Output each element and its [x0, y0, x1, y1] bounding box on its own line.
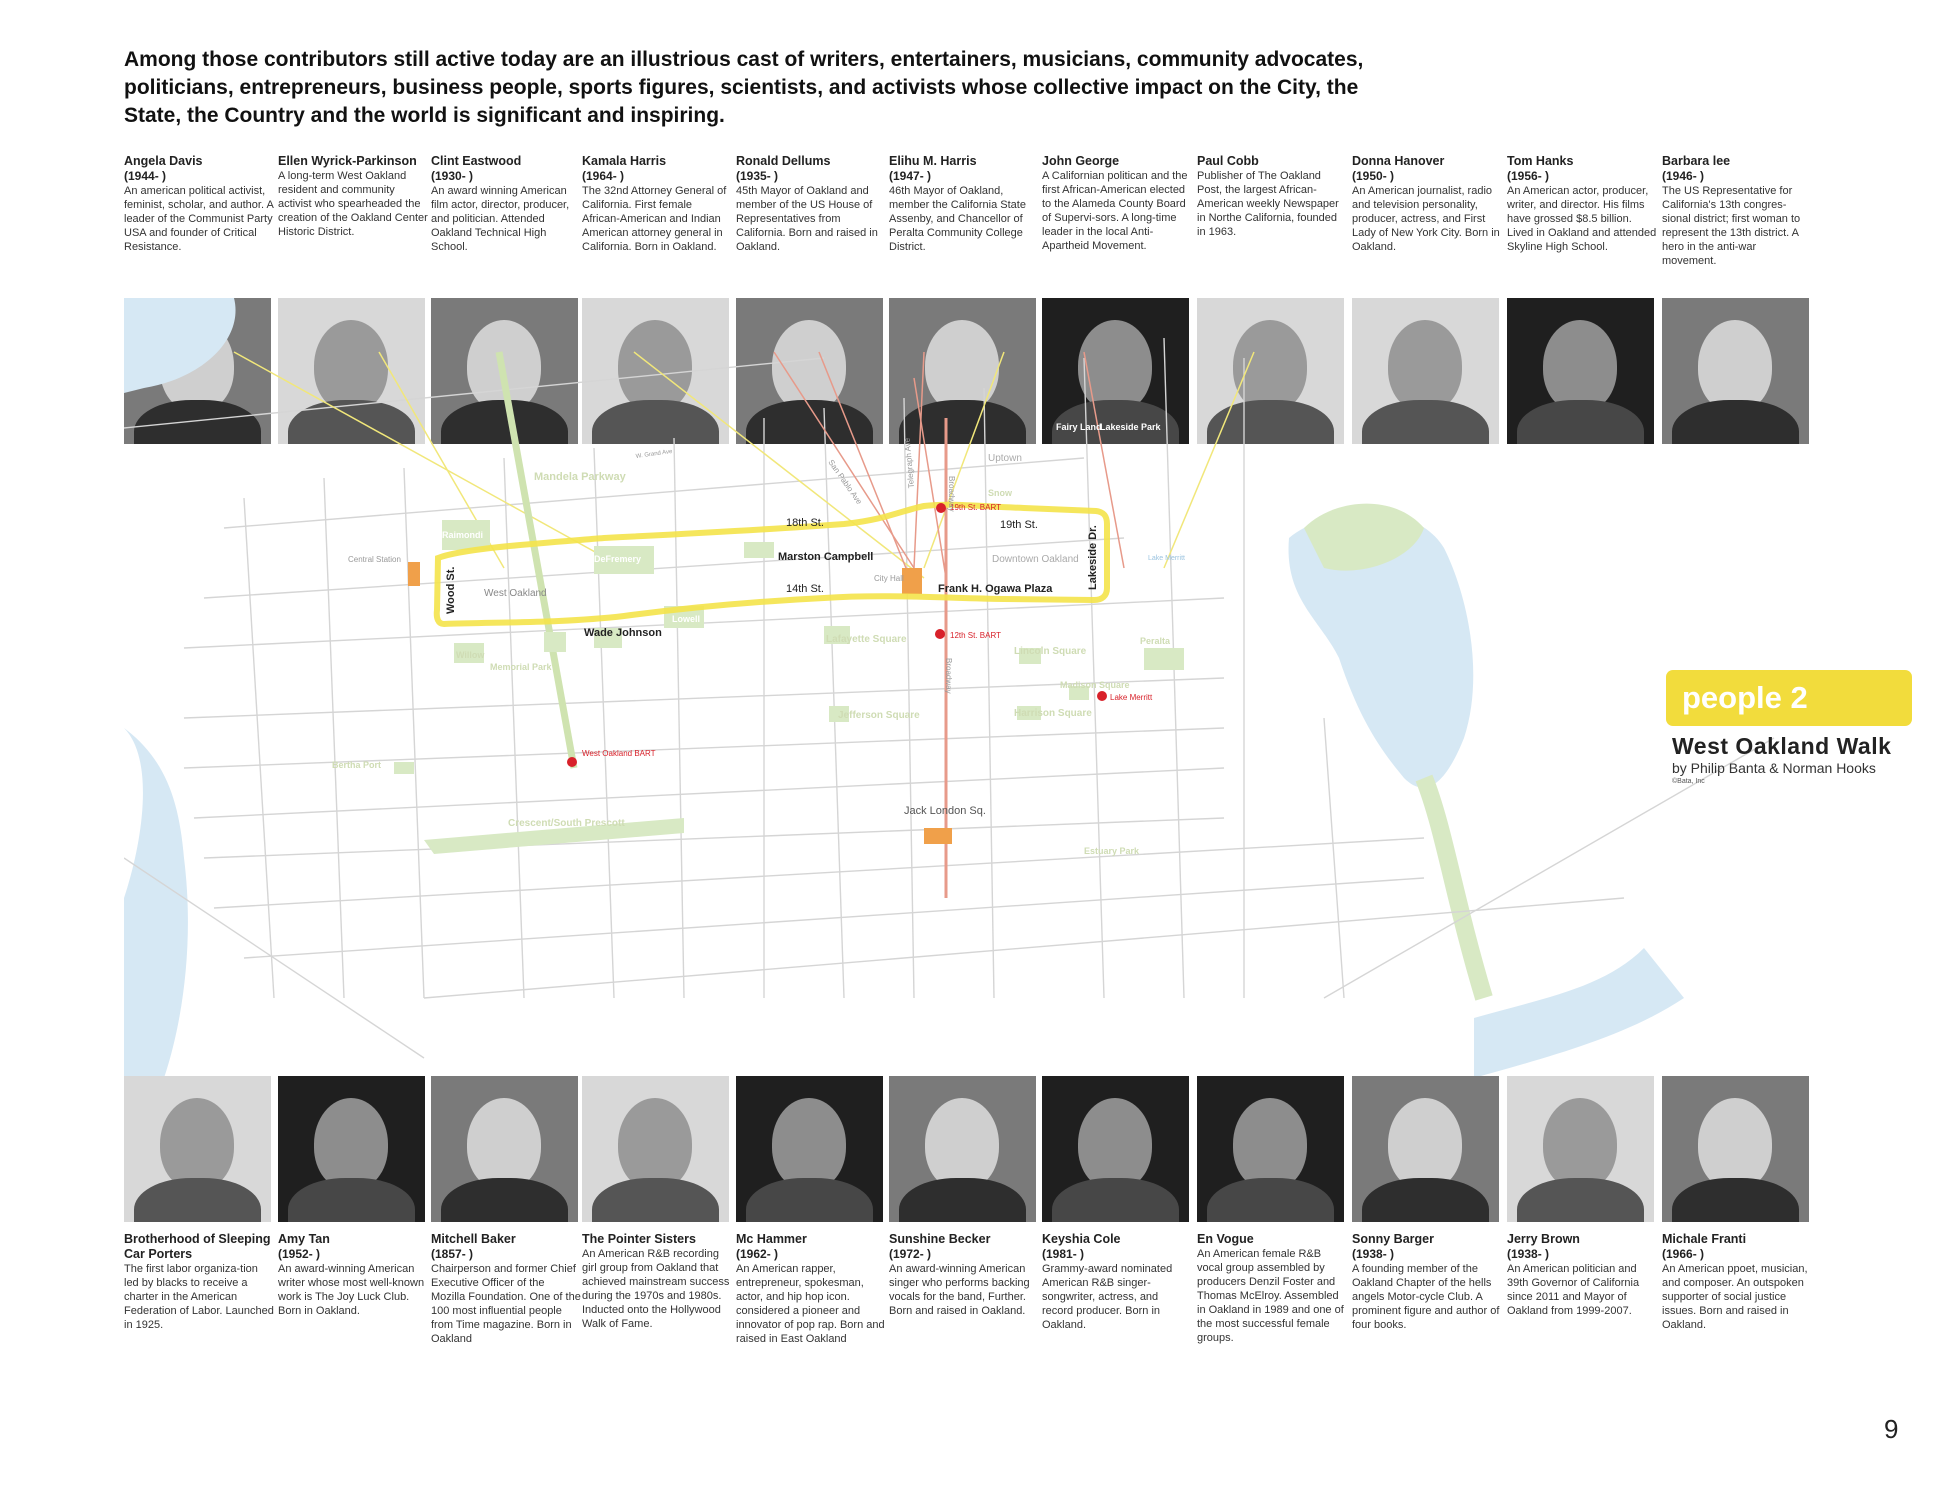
bio-clint-eastwood: [431, 154, 581, 254]
bio-desc: An award-winning American singer who performs backing vocals for the band, Further. Born and raised in Oakland.: [889, 1263, 1030, 1317]
park-label: Mandela Parkway: [534, 471, 626, 483]
portrait-photo: [889, 1076, 1036, 1222]
bio-amy-tan: [278, 1232, 428, 1318]
bio-name: Mc Hammer: [736, 1232, 807, 1246]
bio-years: (1938- ): [1507, 1247, 1550, 1261]
street-label: 14th St.: [786, 583, 824, 595]
bart-label: West Oakland BART: [582, 749, 656, 758]
bio-name: Ronald Dellums: [736, 154, 831, 168]
bart-label: Lake Merritt: [1110, 693, 1153, 702]
bio-years: (1946- ): [1662, 169, 1705, 183]
bio-en-vogue: [1197, 1232, 1347, 1345]
place-label: Jack London Sq.: [904, 805, 986, 817]
bio-name: Brotherhood of Sleeping Car Porters: [124, 1232, 271, 1261]
page-number: 9: [1884, 1414, 1899, 1444]
park-peralta: [1144, 648, 1184, 670]
portrait-photo: [1662, 1076, 1809, 1222]
bart-19th: [936, 503, 946, 513]
bio-years: (1966- ): [1662, 1247, 1705, 1261]
bio-mitchell-baker: [431, 1232, 581, 1346]
bio-name: Clint Eastwood: [431, 154, 522, 168]
bio-years: (1981- ): [1042, 1247, 1085, 1261]
city-hall-marker: [902, 568, 922, 594]
bio-years: (1956- ): [1507, 169, 1550, 183]
bio-desc: An American ppoet, musician, and composer. An outspoken supporter of social justice issues. Born and raised in Oakland.: [1662, 1263, 1808, 1331]
street-label: W. Grand Ave: [635, 448, 673, 460]
bio-desc: An award-winning American writer whose most well-known work is The Joy Luck Club. Born in Oakland.: [278, 1263, 425, 1317]
bart-label: 19th St. BART: [950, 503, 1001, 512]
bio-keyshia-cole: [1042, 1232, 1192, 1332]
bio-name: Paul Cobb: [1197, 154, 1259, 168]
bio-desc: 46th Mayor of Oakland, member the California State Assenby, and Chancellor of Peralta Community College District.: [889, 185, 1026, 253]
bio-years: (1857- ): [431, 1247, 474, 1261]
park-label: Estuary Park: [1084, 846, 1140, 856]
bio-michale-franti: [1662, 1232, 1812, 1332]
bio-desc: Grammy-award nominated American R&B singer-songwriter, actress, and record producer. Born in Oakland.: [1042, 1263, 1173, 1331]
bio-desc: The 32nd Attorney General of California. First female African-American and Indian American attorney general in California. Born in Oakland.: [582, 185, 727, 253]
bio-name: Ellen Wyrick-Parkinson: [278, 154, 417, 168]
street-label: 19th St.: [1000, 519, 1038, 531]
west-oakland-map: [124, 298, 1824, 1078]
bio-desc: An American politician and 39th Governor of California since 2011 and Mayor of Oakland from 1999-2007.: [1507, 1263, 1640, 1317]
leader-lines: [234, 352, 1254, 898]
bio-desc: 45th Mayor of Oakland and member of the US House of Representatives from California. Born and raised in Oakland.: [736, 185, 878, 253]
park-label: Lincoln Square: [1014, 646, 1087, 657]
bio-years: (1938- ): [1352, 1247, 1395, 1261]
bio-desc: An American rapper, entrepreneur, spokesman, actor, and hip hop icon. considered a pioneer and innovator of pop rap. Born and raised in East Oakland: [736, 1263, 885, 1345]
bio-years: (1964- ): [582, 169, 625, 183]
street-grid: [124, 338, 1774, 1058]
bio-tom-hanks: [1507, 154, 1657, 254]
bio-name: Mitchell Baker: [431, 1232, 516, 1246]
group-photo: [582, 1076, 729, 1222]
bio-donna-hanover: [1352, 154, 1502, 254]
portrait-photo: [1507, 1076, 1654, 1222]
bio-name: Sonny Barger: [1352, 1232, 1434, 1246]
street-label: San Pablo Ave: [826, 457, 864, 507]
credit-line: by Philip Banta & Norman Hooks: [1672, 760, 1876, 776]
bio-name: Kamala Harris: [582, 154, 667, 168]
park-label: Lowell: [672, 614, 701, 624]
stop-label: Wade Johnson: [584, 627, 662, 639]
bio-ronald-dellums: [736, 154, 886, 254]
walk-title: West Oakland Walk: [1672, 733, 1892, 759]
park-label: Fairy Land: [1056, 422, 1102, 432]
bart-label: 12th St. BART: [950, 631, 1001, 640]
park-label: Peralta: [1140, 636, 1171, 646]
bio-name: Keyshia Cole: [1042, 1232, 1121, 1246]
place-label: West Oakland: [484, 588, 547, 599]
bay-water-topleft: [124, 298, 236, 393]
street-label: Telegraph Ave: [902, 437, 916, 489]
lake-merritt-channel: [1424, 778, 1484, 998]
street-label: 18th St.: [786, 517, 824, 529]
bio-name: En Vogue: [1197, 1232, 1254, 1246]
bio-sunshine-becker: [889, 1232, 1039, 1318]
bio-desc: The US Representative for California's 13th congres-sional district; first woman to represent the 13th district. A hero in the anti-war movement.: [1662, 185, 1801, 267]
badge-label: people 2: [1682, 680, 1808, 715]
park-marston: [744, 542, 774, 558]
bio-years: (1947- ): [889, 169, 932, 183]
bio-john-george: [1042, 154, 1192, 253]
bio-desc: A long-term West Oakland resident and community activist who spearheaded the creation of the Oakland Center Historic District.: [278, 170, 428, 238]
park-bertha: [394, 762, 414, 774]
bart-lake-merritt: [1097, 691, 1107, 701]
park-label: Lakeside Park: [1100, 422, 1161, 432]
bio-years: (1962- ): [736, 1247, 779, 1261]
portrait-photo: [431, 1076, 578, 1222]
park-label: Memorial Park: [490, 662, 552, 672]
bio-pointer-sisters: [582, 1232, 732, 1331]
park-label: Lake Merritt: [1148, 555, 1185, 562]
bio-name: Tom Hanks: [1507, 154, 1574, 168]
copyright-line: ©Bata, Inc: [1672, 778, 1705, 785]
portrait-photo: [1352, 1076, 1499, 1222]
bio-name: Barbara lee: [1662, 154, 1731, 168]
street-label: Broadway: [944, 658, 953, 694]
bio-name: Jerry Brown: [1507, 1232, 1580, 1246]
bio-desc: Publisher of The Oakland Post, the largest African-American weekly Newspaper in Northe California, founded in 1963.: [1197, 170, 1339, 238]
bio-years: (1950- ): [1352, 169, 1395, 183]
bio-name: John George: [1042, 154, 1120, 168]
bio-barbara-lee: [1662, 154, 1812, 268]
central-station-marker: [408, 562, 420, 586]
bio-desc: Chairperson and former Chief Executive Officer of the Mozilla Foundation. One of the 100 most influential people from Time magazine. Born in Oakland: [431, 1263, 581, 1345]
bio-years: (1972- ): [889, 1247, 932, 1261]
park-label: Willow: [456, 650, 485, 660]
park-label: Madison Square: [1060, 680, 1130, 690]
bio-desc: An american political activist, feminist, scholar, and author. A leader of the Communist Party USA and founder of Critical Resistance.: [124, 185, 274, 253]
bio-desc: An award winning American film actor, director, producer, and politician. Attended Oakland Technical High School.: [431, 185, 570, 253]
street-label: Broadway: [947, 476, 956, 512]
bio-name: Sunshine Becker: [889, 1232, 991, 1246]
bio-angela-davis: [124, 154, 274, 254]
bio-name: Donna Hanover: [1352, 154, 1445, 168]
estuary-water: [1474, 948, 1684, 1078]
place-label: Uptown: [988, 453, 1022, 464]
bio-desc: An American journalist, radio and television personality, producer, actress, and First Lady of New York City. Born in Oakland.: [1352, 185, 1500, 253]
intro-text: Among those contributors still active today are an illustrious cast of writers, entertainers, musicians, community advocates, politicians, entrepreneurs, business people, sports figures, scientists, and activists whose collective impact on the City, the State, the Country and the world is significant and inspiring.: [124, 48, 1364, 127]
park-label: Jefferson Square: [838, 710, 920, 721]
street-label: Wood St.: [445, 566, 457, 614]
group-photo: [1197, 1076, 1344, 1222]
bio-name: The Pointer Sisters: [582, 1232, 696, 1246]
portrait-photo: [1042, 1076, 1189, 1222]
bio-name: Elihu M. Harris: [889, 154, 977, 168]
bio-paul-cobb: [1197, 154, 1347, 239]
bart-west-oakland: [567, 757, 577, 767]
bio-desc: The first labor organiza-tion led by blacks to receive a charter in the American Federation of Labor. Launched in 1925.: [124, 1263, 274, 1331]
bio-sleeping-car-porters: [124, 1232, 274, 1332]
bio-years: (1952- ): [278, 1247, 321, 1261]
bio-ellen-wyrick-parkinson: [278, 154, 428, 239]
bio-name: Amy Tan: [278, 1232, 330, 1246]
park-label: DeFremery: [594, 554, 642, 564]
portrait-photo: [278, 1076, 425, 1222]
bart-12th: [935, 629, 945, 639]
jack-london-marker: [924, 828, 952, 844]
bio-name: Michale Franti: [1662, 1232, 1747, 1246]
portrait-photo: [736, 1076, 883, 1222]
park-label: Snow: [988, 488, 1012, 498]
park-label: Harrison Square: [1014, 708, 1092, 719]
stop-label: Frank H. Ogawa Plaza: [938, 583, 1053, 595]
bio-desc: A Californian politican and the first African-American elected to the Alameda County Board of Supervi-sors. A long-time leader in the local Anti-Apartheid Movement.: [1042, 170, 1188, 252]
bio-name: Angela Davis: [124, 154, 203, 168]
bio-kamala-harris: [582, 154, 732, 254]
bio-desc: An American female R&B vocal group assembled by producers Denzil Foster and Thomas McElroy. Assembled in Oakland in 1989 and one of the most successful female groups.: [1197, 1248, 1344, 1344]
bio-elihu-harris: [889, 154, 1039, 254]
place-label: Central Station: [348, 555, 401, 564]
bio-years: (1944- ): [124, 169, 167, 183]
bio-years: (1930- ): [431, 169, 474, 183]
bio-sonny-barger: [1352, 1232, 1502, 1332]
bio-years: (1935- ): [736, 169, 779, 183]
bio-desc: A founding member of the Oakland Chapter of the hells angels Motor-cycle Club. A prominent figure and author of four books.: [1352, 1263, 1500, 1331]
stop-label: Marston Campbell: [778, 551, 874, 563]
park-label: Raimondi: [442, 530, 484, 540]
place-label: Downtown Oakland: [992, 554, 1079, 565]
park-label: Bertha Port: [332, 760, 382, 770]
section-badge: [1666, 670, 1912, 726]
bio-mc-hammer: [736, 1232, 886, 1346]
place-label: City Hall: [874, 574, 904, 583]
bay-water-left: [124, 728, 188, 1078]
bio-desc: An American actor, producer, writer, and director. His films have grossed $8.5 billion. Lived in Oakland and attended Skyline High School.: [1507, 185, 1657, 253]
street-label: Lakeside Dr.: [1087, 525, 1099, 590]
group-photo: [124, 1076, 271, 1222]
bio-desc: An American R&B recording girl group from Oakland that achieved mainstream success during the 1970s and 1980s. Inducted onto the Hollywood Walk of Fame.: [582, 1248, 730, 1330]
park-label: Lafayette Square: [826, 634, 907, 645]
park-label: Crescent/South Prescott: [508, 818, 625, 829]
bio-jerry-brown: [1507, 1232, 1657, 1318]
